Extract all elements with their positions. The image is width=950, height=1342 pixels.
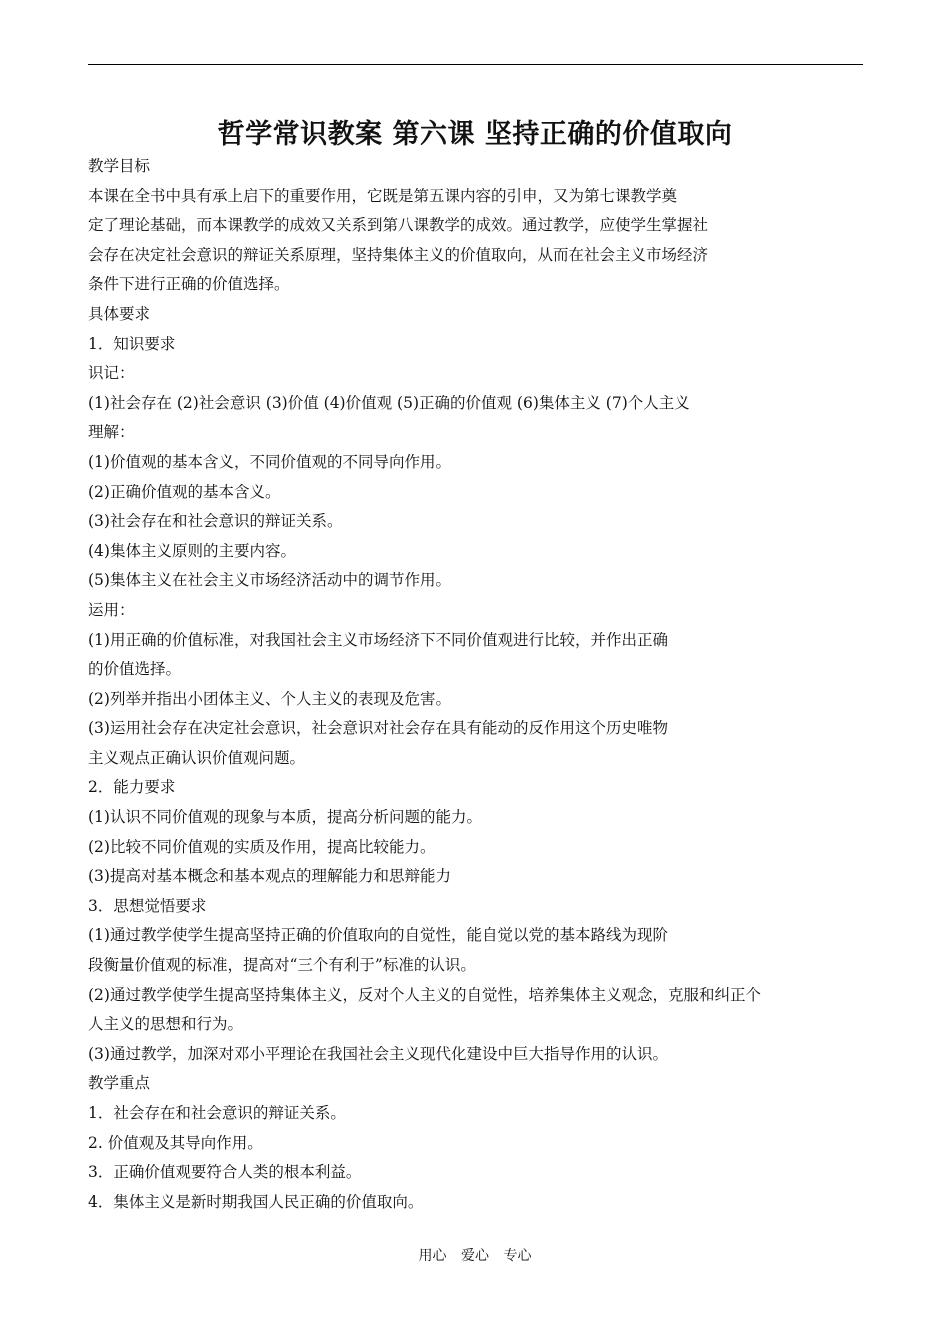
text-line: 运用： <box>88 600 135 619</box>
page-footer: 用心 爱心 专心 <box>418 1248 532 1264</box>
text-line: 2. 价值观及其导向作用。 <box>88 1133 263 1152</box>
text-line: 人主义的思想和行为。 <box>88 1015 244 1034</box>
text-line: (3)运用社会存在决定社会意识，社会意识对社会存在具有能动的反作用这个历史唯物 <box>88 719 668 738</box>
text-line: 本课在全书中具有承上启下的重要作用，它既是第五课内容的引申，又为第七课教学奠 <box>88 186 678 205</box>
text-line: 4．集体主义是新时期我国人民正确的价值取向。 <box>88 1192 424 1211</box>
text-line: 条件下进行正确的价值选择。 <box>88 275 290 294</box>
text-line: (3)社会存在和社会意识的辩证关系。 <box>88 512 343 531</box>
text-line: 具体要求 <box>88 304 151 323</box>
header-rule <box>88 64 863 65</box>
text-line: (2)通过教学使学生提高坚持集体主义，反对个人主义的自觉性，培养集体主义观念，克服和纠正个 <box>88 985 761 1004</box>
text-line: (2)比较不同价值观的实质及作用，提高比较能力。 <box>88 837 436 856</box>
text-line: 识记： <box>88 364 135 383</box>
text-line: (1)通过教学使学生提高坚持正确的价值取向的自觉性，能自觉以党的基本路线为现阶 <box>88 926 668 945</box>
text-line: 教学重点 <box>88 1074 151 1093</box>
text-line: 理解： <box>88 423 135 442</box>
document-title: 哲学常识教案 第六课 坚持正确的价值取向 <box>217 119 733 150</box>
text-line: (4)集体主义原则的主要内容。 <box>88 541 296 560</box>
text-line: (1)价值观的基本含义，不同价值观的不同导向作用。 <box>88 452 451 471</box>
text-line: (1)社会存在 (2)社会意识 (3)价值 (4)价值观 (5)正确的价值观 (6)集体主义 (7)个人主义 <box>88 393 690 412</box>
text-line: 教学目标 <box>88 157 151 175</box>
text-line: (3)提高对基本概念和基本观点的理解能力和思辩能力 <box>88 867 451 886</box>
text-line: 的价值选择。 <box>88 660 182 679</box>
document-body <box>88 152 878 1217</box>
text-line: 段衡量价值观的标准，提高对“三个有利于”标准的认识。 <box>88 956 476 975</box>
text-line: 会存在决定社会意识的辩证关系原理，坚持集体主义的价值取向，从而在社会主义市场经济 <box>88 245 709 264</box>
text-line: (2)列举并指出小团体主义、个人主义的表现及危害。 <box>88 689 451 708</box>
text-line: (5)集体主义在社会主义市场经济活动中的调节作用。 <box>88 571 451 590</box>
text-line: (3)通过教学，加深对邓小平理论在我国社会主义现代化建设中巨大指导作用的认识。 <box>88 1044 668 1063</box>
text-line: 定了理论基础，而本课教学的成效又关系到第八课教学的成效。通过教学，应使学生掌握社 <box>88 216 709 235</box>
text-line: (2)正确价值观的基本含义。 <box>88 482 281 501</box>
text-line: 主义观点正确认识价值观问题。 <box>88 748 306 767</box>
text-line: 2．能力要求 <box>88 778 176 797</box>
text-line: 3．思想觉悟要求 <box>88 896 207 915</box>
text-line: 1．知识要求 <box>88 334 176 353</box>
text-line: (1)认识不同价值观的现象与本质，提高分析问题的能力。 <box>88 808 482 827</box>
text-line: 3．正确价值观要符合人类的根本利益。 <box>88 1163 362 1182</box>
text-line: 1．社会存在和社会意识的辩证关系。 <box>88 1104 346 1122</box>
text-line: (1)用正确的价值标准，对我国社会主义市场经济下不同价值观进行比较，并作出正确 <box>88 630 668 649</box>
